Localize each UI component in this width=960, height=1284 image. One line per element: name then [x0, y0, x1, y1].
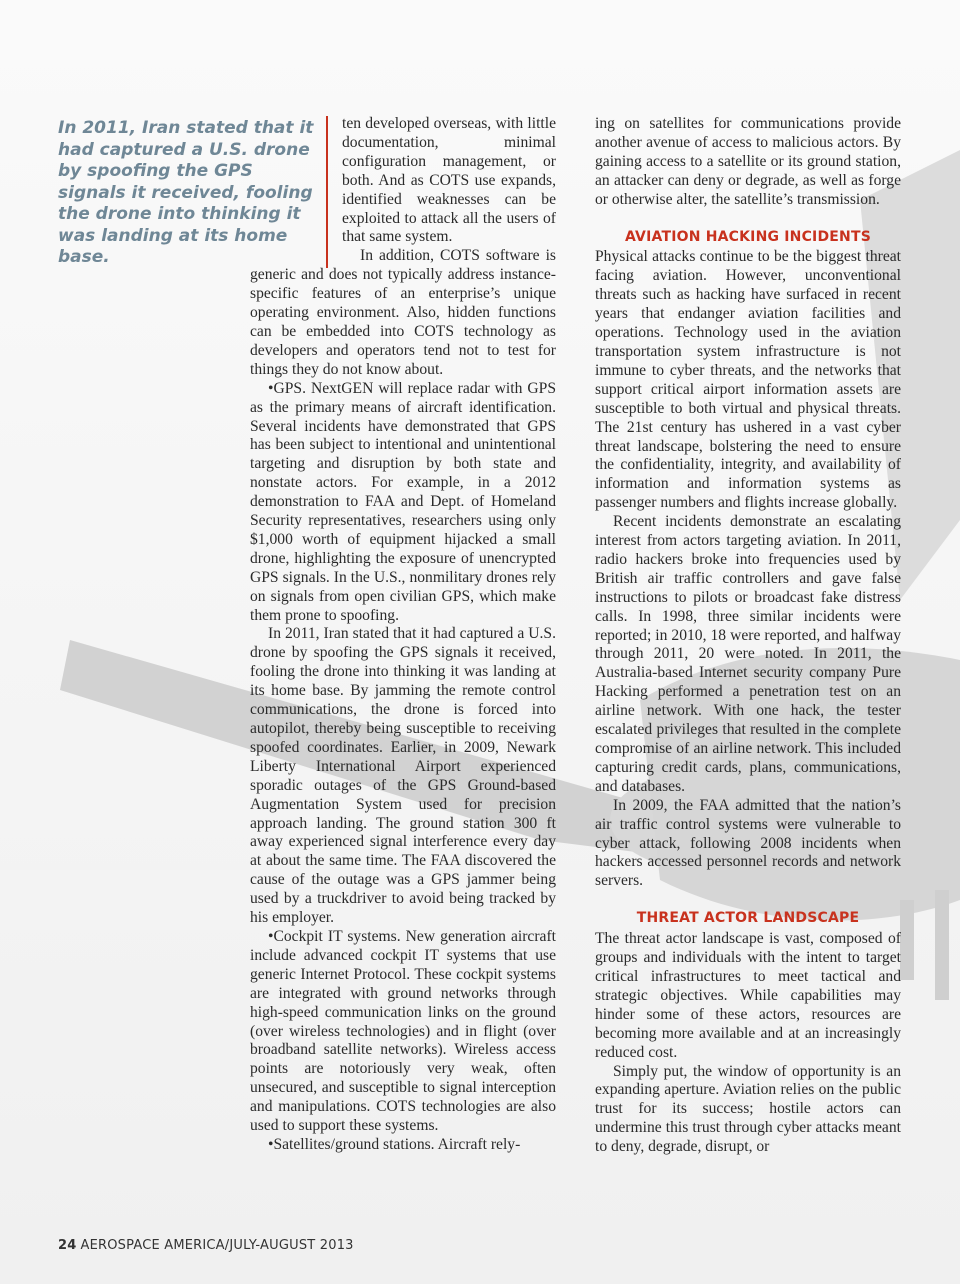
body-paragraph: •GPS. NextGEN will replace radar with GPS as the primary means of aircraft identification. Several incidents have demonstrated that GPS has been subject to intentional and unintentional targeting and disruption by both state and nonstate actors. For example, in a 2012 demonstration to FAA and Dept. of Homeland Security representatives, researchers using only $1,000 worth of equipment hijacked a small drone, highlighting the exposure of unencrypted GPS signals. In the U.S., nonmilitary drones rely on signals from open civilian GPS, which make them prone to spoofing.	[250, 379, 556, 624]
pull-quote-indent	[250, 115, 342, 266]
body-paragraph: ten developed overseas, with little documentation, minimal configuration management, or both. And as COTS use expands, identified weaknesses can be exploited to attack all the users of that same system.	[342, 115, 556, 246]
right-column	[595, 115, 901, 1157]
body-paragraph: •Satellites/ground stations. Aircraft rely-	[268, 1135, 521, 1153]
page-number: 24	[58, 1238, 77, 1253]
body-paragraph: In 2011, Iran stated that it had captured a U.S. drone by spoofing the GPS signals it received, fooling the drone into thinking it was landing at its home base. By jamming the remote control communications, the drone is forced into autopilot, thereby being susceptible to receiving spoofed coordinates. Earlier, in 2009, Newark Liberty International Airport experienced sporadic outages of the GPS Ground-based Augmentation System used for precision approach landing. The ground station 300 ft away experienced signal interference every day at about the same time. The FAA discovered the cause of the outage was a GPS jammer being used by a truckdriver to avoid being tracked by his employer.	[250, 625, 556, 927]
body-paragraph: ing on satellites for communications provide another avenue of access to malicious actors. By gaining access to a satellite or its ground station, an attacker can deny or degrade, as well as forge or otherwise alter, the satellite’s transmission.	[595, 115, 901, 208]
body-paragraph: The threat actor landscape is vast, composed of groups and individuals with the intent to target critical infrastructures to meet tactical and strategic objectives. While capabilities may hinder some of these actors, resources are becoming more available and at an increasingly reduced cost.	[595, 930, 901, 1061]
body-paragraph: In addition, COTS software is generic and does not typically address instance-specific features of an enterprise’s unique operating environment. Also, hidden functions can be embedded into COTS technology as developers and operators tend not to test for things they do not know about.	[250, 247, 556, 378]
pull-quote: In 2011, Iran stated that it had captured a U.S. drone by spoofing the GPS signals it received, fooling the drone into thinking it was landing at its home base.	[58, 118, 314, 267]
body-paragraph: •Cockpit IT systems. New generation aircraft include advanced cockpit IT systems that use generic Internet Protocol. These cockpit systems are integrated with ground networks through high-speed communication links on the ground (over wireless technologies) and in flight (over broadband satellite networks). Wireless access points are notoriously very weak, often unsecured, and susceptible to signal interception and manipulations. COTS technologies are also used to support these systems.	[250, 927, 556, 1135]
section-heading-threat-actor: THREAT ACTOR LANDSCAPE	[636, 910, 860, 927]
page-footer	[58, 1238, 354, 1253]
section-heading-aviation-hacking: AVIATION HACKING INCIDENTS	[624, 228, 872, 245]
publication-name: AEROSPACE AMERICA/JULY-AUGUST 2013	[80, 1238, 354, 1253]
middle-column	[250, 115, 556, 1155]
body-paragraph: In 2009, the FAA admitted that the nation’s air traffic control systems were vulnerable to cyber attack, following 2008 incidents when hackers accessed personnel records and network servers.	[595, 796, 901, 890]
body-paragraph: Physical attacks continue to be the biggest threat facing aviation. However, unconventional threats such as hacking have surfaced in recent years that endanger aviation facilities and operations. Technology used in the aviation transportation system infrastructure is not immune to cyber threats, and the networks that support critical airport information assets are susceptible to both virtual and physical threats. The 21st century has ushered in a vast cyber threat landscape, bolstering the need to ensure the confidentiality, integrity, and availability of information and information systems as passenger numbers and flights increase globally.	[595, 248, 901, 512]
body-paragraph: Simply put, the window of opportunity is an expanding aperture. Aviation relies on the public trust for its success; hostile actors can undermine this trust through cyber attacks meant to deny, degrade, disrupt, or	[595, 1062, 901, 1156]
body-paragraph: Recent incidents demonstrate an escalating interest from actors targeting aviation. In 2011, radio hackers broke into frequencies used by British air traffic controllers and gave false instructions to pilots or broadcast fake distress calls. In 1998, three similar incidents were reported; in 2010, 18 were reported, and halfway through 2011, 20 were noted. In 2011, the Australia-based Internet security company Pure Hacking performed a penetration test on an airline network. With one hack, the tester escalated privileges that resulted in the complete compromise of an airline network. This included capturing credit cards, plans, communications, and databases.	[595, 513, 901, 795]
